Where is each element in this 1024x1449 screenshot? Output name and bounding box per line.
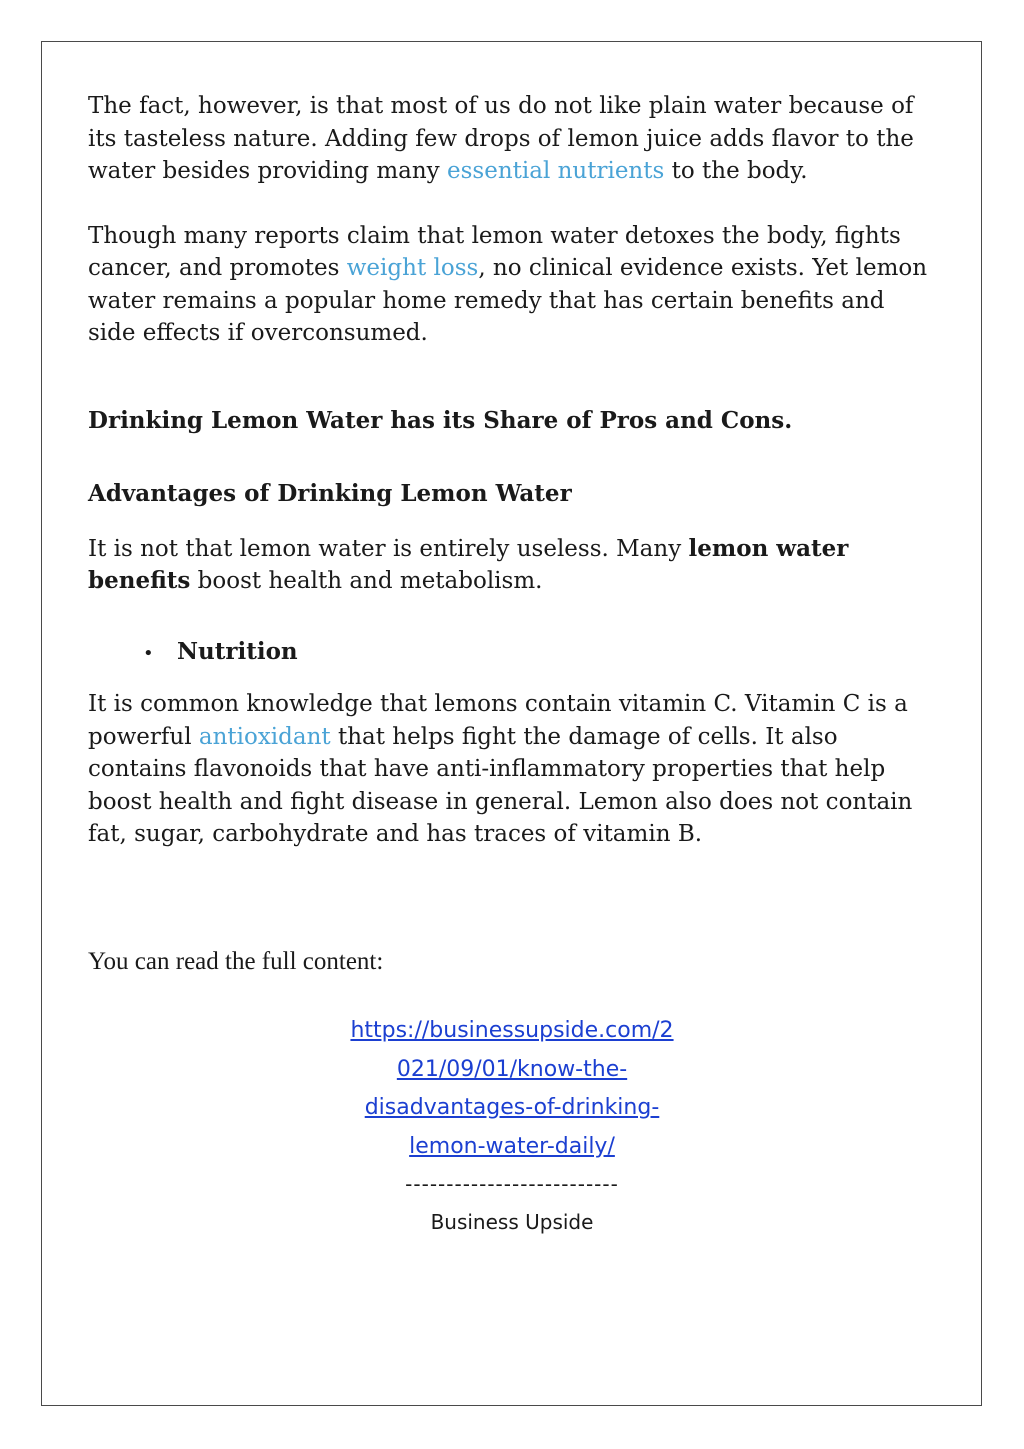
- paragraph-benefits: [88, 533, 938, 598]
- bullet-icon: •: [143, 642, 154, 664]
- paragraph-text: boost health and metabolism.: [190, 568, 543, 594]
- paragraph-reports: [88, 220, 938, 350]
- paragraph-text: to the body.: [664, 158, 808, 184]
- source-url-line-1[interactable]: https://businessupside.com/2: [350, 1018, 674, 1043]
- paragraph-text: , no clinical evidence exists. Yet lemon water remains a popular home remedy that has certain benefits and side effects if overconsumed.: [88, 255, 928, 346]
- article-body: [88, 90, 938, 851]
- bullet-item-nutrition: [143, 636, 938, 671]
- bullet-label: Nutrition: [177, 637, 298, 665]
- paragraph-text: The fact, however, is that most of us do not like plain water because of its tasteless nature. Adding few drops of lemon juice adds flavor to the water besides providing many: [88, 93, 914, 184]
- read-more-label: You can read the full content:: [88, 948, 384, 975]
- paragraph-vitamin-c: [88, 688, 938, 851]
- paragraph-text: Though many reports claim that lemon water detoxes the body, fights cancer, and promotes: [88, 222, 901, 281]
- bold-lemon-water-benefits: lemon water benefits: [88, 534, 849, 594]
- paragraph-text: It is common knowledge that lemons contain vitamin C. Vitamin C is a powerful: [88, 691, 908, 750]
- heading-advantages: Advantages of Drinking Lemon Water: [88, 480, 572, 507]
- source-url-line-3[interactable]: disadvantages-of-drinking-: [364, 1095, 660, 1120]
- brand-name: Business Upside: [430, 1210, 594, 1234]
- link-essential-nutrients[interactable]: essential nutrients: [446, 158, 665, 184]
- link-antioxidant[interactable]: antioxidant: [198, 723, 331, 750]
- source-url-line-4[interactable]: lemon-water-daily/: [409, 1133, 615, 1159]
- heading-pros-cons: Drinking Lemon Water has its Share of Pros and Cons.: [88, 406, 793, 434]
- paragraph-text: It is not that lemon water is entirely useless. Many: [88, 535, 689, 562]
- link-weight-loss[interactable]: weight loss: [346, 255, 479, 281]
- paragraph-text: that helps fight the damage of cells. It also contains flavonoids that have anti-inflammatory properties that help boost health and fight disease in general. Lemon also does not contain fat, sugar, carbohydrate and has traces of vitamin B.: [88, 723, 913, 847]
- divider: --------------------------: [405, 1172, 619, 1196]
- paragraph-plain-water: [88, 90, 938, 188]
- source-url-line-2[interactable]: 021/09/01/know-the-: [396, 1056, 628, 1082]
- source-url: [262, 1012, 762, 1166]
